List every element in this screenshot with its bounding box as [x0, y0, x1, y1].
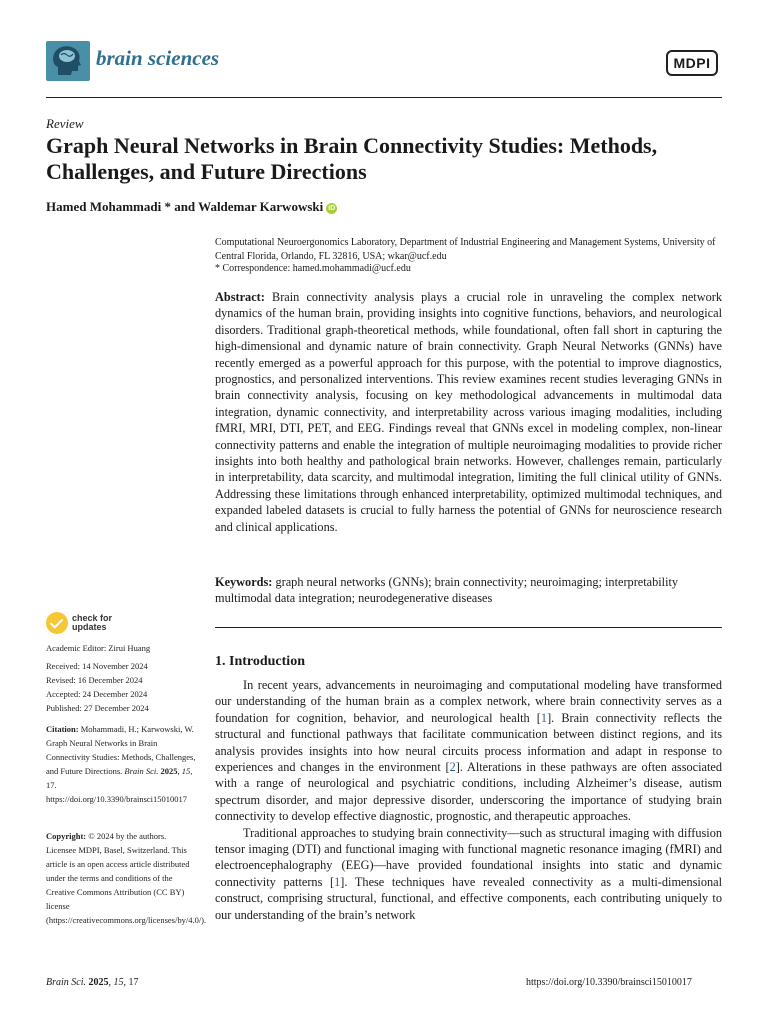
- intro-text: ]. Brain connectivity reflects the structural and functional pathways that facilitate communication between distinct regions, and its analysis provides insights into how neural circuits process information and adapt in response to experiences and changes in the environment [: [215, 710, 722, 775]
- intro-text: ]. These techniques have revealed connectivity as a multi-dimensional construct, comprising structural, functional, and effective components, each contributing uniquely to our understanding of the brain’s network: [215, 874, 723, 922]
- section-heading: 1. Introduction: [215, 654, 305, 669]
- author-list: [46, 199, 337, 215]
- check-updates-line1: check for: [72, 613, 113, 623]
- citation-label: Citation:: [46, 724, 79, 734]
- header-divider: [46, 97, 722, 98]
- head-brain-icon: [46, 41, 90, 81]
- section-divider: [215, 627, 722, 628]
- author-names: Hamed Mohammadi * and Waldemar Karwowski: [46, 199, 324, 214]
- orcid-icon[interactable]: iD: [328, 205, 336, 212]
- abstract: [215, 289, 722, 535]
- intro-text: ]. Alterations in these pathways are often associated with a range of neurological and psychiatric conditions, including Alzheimer’s disease, autism spectrum disorder, and major depressive disorder, underscoring the importance of studying brain connectivity to develop effective diagnostic, prognostic, and therapeutic approaches.: [215, 760, 723, 824]
- keywords-label: Keywords:: [215, 575, 273, 589]
- reference-link[interactable]: 2: [449, 760, 456, 775]
- citation-block: Citation: Mohammadi, H.; Karwowski, W. Graph Neural Networks in Brain Connectivity Studies: Methods, Challenges, and Future Directions. Brain Sci. 2025, 15, 17. https://doi.org/10.3390/brainsci15010017: [46, 724, 196, 804]
- footer-year: 2025: [88, 977, 109, 988]
- date-received: Received: 14 November 2024: [46, 661, 148, 671]
- footer-journal: Brain Sci.: [46, 977, 86, 988]
- citation-journal: Brain Sci.: [124, 766, 159, 776]
- citation-text: Mohammadi, H.; Karwowski, W. Graph Neural Networks in Brain Connectivity Studies: Methods, Challenges, and Future Directions.: [46, 724, 196, 776]
- check-for-updates-badge[interactable]: [46, 612, 112, 634]
- intro-text: Traditional approaches to studying brain connectivity—such as structural imaging with diffusion tensor imaging (DTI) and functional imaging with functional magnetic resonance imaging (fMRI) and electroencephalography (EEG)—have provided foundational insights into static and dynamic connectivity patterns [: [215, 825, 722, 889]
- journal-name[interactable]: brain sciences: [96, 46, 220, 70]
- affiliation: Computational Neuroergonomics Laboratory, Department of Industrial Engineering and Management Systems, University of Central Florida, Orlando, FL 32816, USA; wkar@ucf.edu: [215, 237, 716, 262]
- journal-logo: [46, 41, 90, 81]
- keywords-text: graph neural networks (GNNs); brain connectivity; neuroimaging; interpretability multimodal data integration; neurodegenerative diseases: [215, 575, 679, 606]
- intro-text: In recent years, advancements in neuroimaging and computational modeling have transformed our understanding of the human brain as a complex network, where brain connectivity serves as a foundation for cognition, behavior, and neurological health [: [215, 678, 722, 725]
- intro-paragraph: [215, 677, 722, 825]
- intro-paragraph: [215, 825, 722, 923]
- check-icon: [46, 612, 68, 634]
- copyright-block: [46, 829, 207, 927]
- reference-link[interactable]: 1: [334, 874, 341, 889]
- footer-doi[interactable]: https://doi.org/10.3390/brainsci15010017: [526, 977, 692, 988]
- citation-volume: 15,: [181, 766, 193, 776]
- article-type: Review: [46, 116, 84, 131]
- article-title: Graph Neural Networks in Brain Connectivity Studies: Methods, Challenges, and Future Directions: [46, 133, 658, 184]
- date-published: Published: 27 December 2024: [46, 703, 149, 713]
- check-updates-line2: updates: [72, 622, 107, 632]
- abstract-text: Brain connectivity analysis plays a crucial role in unraveling the complex network dynamics of the human brain, providing insights into cognitive functions, behaviors, and neurological disorders. Traditional graph-theoretical methods, while foundational, often fall short in capturing the high-dimensional and dynamic nature of brain connectivity. Graph Neural Networks (GNNs) have recently emerged as a powerful approach for this purpose, with the potential to improve diagnostics, prognostics, and personalized interventions. This review examines recent studies leveraging GNNs in brain connectivity analysis, focusing on key methodological advancements in multimodal data integration, dynamic connectivity, and interpretability across various imaging modalities, including fMRI, MRI, DTI, PET, and EEG. Findings reveal that GNNs excel in modeling complex, non-linear connectivity patterns and enable the integration of multiple neuroimaging modalities to provide richer insights into both healthy and pathological brain networks. However, challenges remain, particularly in interpretability, data scarcity, and multimodal integration, limiting the full clinical utility of GNNs. Addressing these limitations through enhanced interpretability, optimized multimodal techniques, and expanded labeled datasets is crucial to fully harness the potential of GNNs for neuroscience research and clinical applications.: [215, 290, 722, 534]
- citation-year: 2025: [160, 766, 178, 776]
- footer-volume: 15: [113, 977, 124, 988]
- correspondence: * Correspondence: hamed.mohammadi@ucf.edu: [215, 263, 411, 274]
- footer-pages: , 17: [123, 977, 139, 988]
- date-accepted: Accepted: 24 December 2024: [46, 689, 148, 699]
- citation-doi[interactable]: 17. https://doi.org/10.3390/brainsci15010017: [46, 780, 188, 804]
- reference-link[interactable]: 1: [540, 710, 548, 725]
- academic-editor: Academic Editor: Zirui Huang: [46, 643, 151, 653]
- copyright-label: Copyright:: [46, 831, 87, 841]
- date-revised: Revised: 16 December 2024: [46, 675, 143, 685]
- footer-citation: Brain Sci. 2025, 15, 17: [46, 977, 139, 988]
- keywords: [215, 574, 722, 607]
- introduction-body: [215, 677, 722, 923]
- abstract-label: Abstract:: [215, 290, 265, 304]
- publisher-logo[interactable]: MDPI: [666, 50, 718, 76]
- copyright-text: © 2024 by the authors. Licensee MDPI, Basel, Switzerland. This article is an open access article distributed under the terms and conditions of the Creative Commons Attribution (CC BY) license (https://creativecommons.org/licenses/by/4.0/).: [46, 831, 207, 925]
